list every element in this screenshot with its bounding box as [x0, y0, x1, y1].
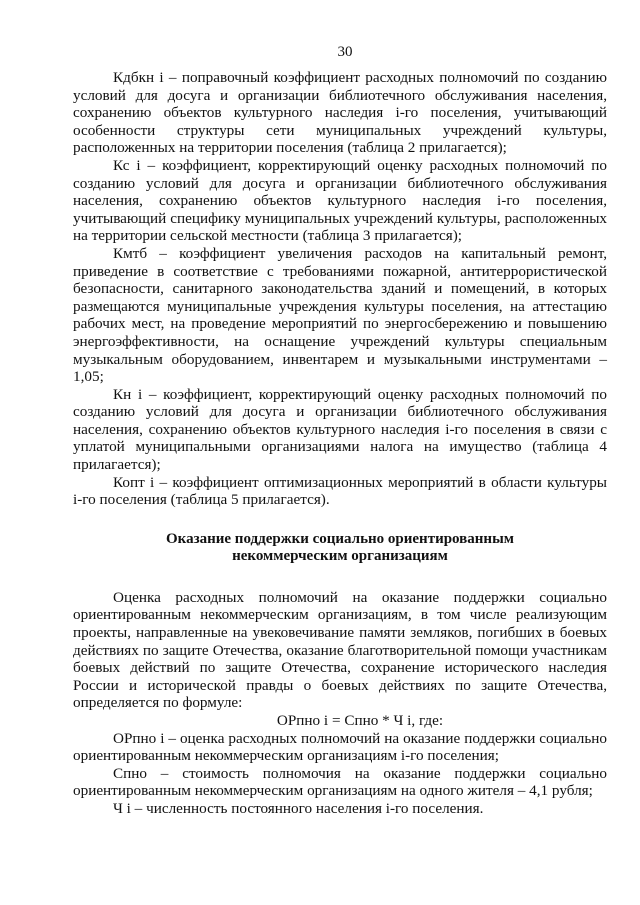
- definition-orpno: ОРпно i – оценка расходных полномочий на оказание поддержки социально ориентированным некоммерческим организациям i-го поселения;: [73, 729, 607, 765]
- section-heading-line-2: некоммерческим организациям: [232, 548, 448, 565]
- section-heading: [73, 531, 607, 566]
- paragraph-ks: Кс i – коэффициент, корректирующий оценку расходных полномочий по созданию условий для досуга и организации библиотечного обслуживания населения, сохранению объектов культурного наследия i-го поселения, учитывающий специфику муниципальных учреждений культуры, расположенных на территории сельской местности (таблица 3 прилагается);: [73, 156, 607, 245]
- paragraph-kdbkn: Кдбкн i – поправочный коэффициент расходных полномочий по созданию условий для досуга и организации библиотечного обслуживания населения, сохранению объектов культурного наследия i-го поселения, учитывающий особенности структуры сети муниципальных учреждений культуры, расположенных на территории поселения (таблица 2 прилагается);: [73, 69, 607, 157]
- formula: ОРпно i = Спно * Ч i, где:: [276, 712, 444, 729]
- paragraph-kn: Кн i – коэффициент, корректирующий оценку расходных полномочий по созданию условий для досуга и организации библиотечного обслуживания населения, сохранению объектов культурного наследия i-го поселения в связи с уплатой муниципальными организациями налога на имущество (таблица 4 прилагается);: [73, 385, 607, 474]
- paragraph-kmtb: Кмтб – коэффициент увеличения расходов на капитальный ремонт, приведение в соответствие с требованиями пожарной, антитеррористической безопасности, санитарного законодательства зданий и помещений, в которых размещаются муниципальные учреждения культуры поселения, на аттестацию рабочих мест, на проведение мероприятий по энергосбережению и повышению энергоэффективности, на оснащение учреждений культуры специальным музыкальным оборудованием, инвентарем и музыкальными инструментами – 1,05;: [73, 244, 607, 386]
- definition-ch: Ч i – численность постоянного населения i-го поселения.: [113, 799, 484, 817]
- definition-spno: Спно – стоимость полномочия на оказание поддержки социально ориентированным некоммерческим организациям на одного жителя – 4,1 рубля;: [73, 764, 607, 800]
- intro-paragraph: Оценка расходных полномочий на оказание поддержки социально ориентированным некоммерческим организациям, в том числе реализующим проекты, направленные на увековечивание памяти земляков, погибших в боевых действиях по защите Отечества, оказание благотворительной помощи участникам боевых действий по защите Отечества, сохранение исторического наследия России и исторической правды о боевых действиях по защите Отечества, определяется по формуле:: [73, 588, 607, 712]
- page-number: 30: [337, 44, 353, 60]
- paragraph-kopt: Копт i – коэффициент оптимизационных мероприятий в области культуры i-го поселения (таблица 5 прилагается).: [73, 473, 607, 509]
- section-heading-line-1: Оказание поддержки социально ориентированным: [166, 530, 514, 547]
